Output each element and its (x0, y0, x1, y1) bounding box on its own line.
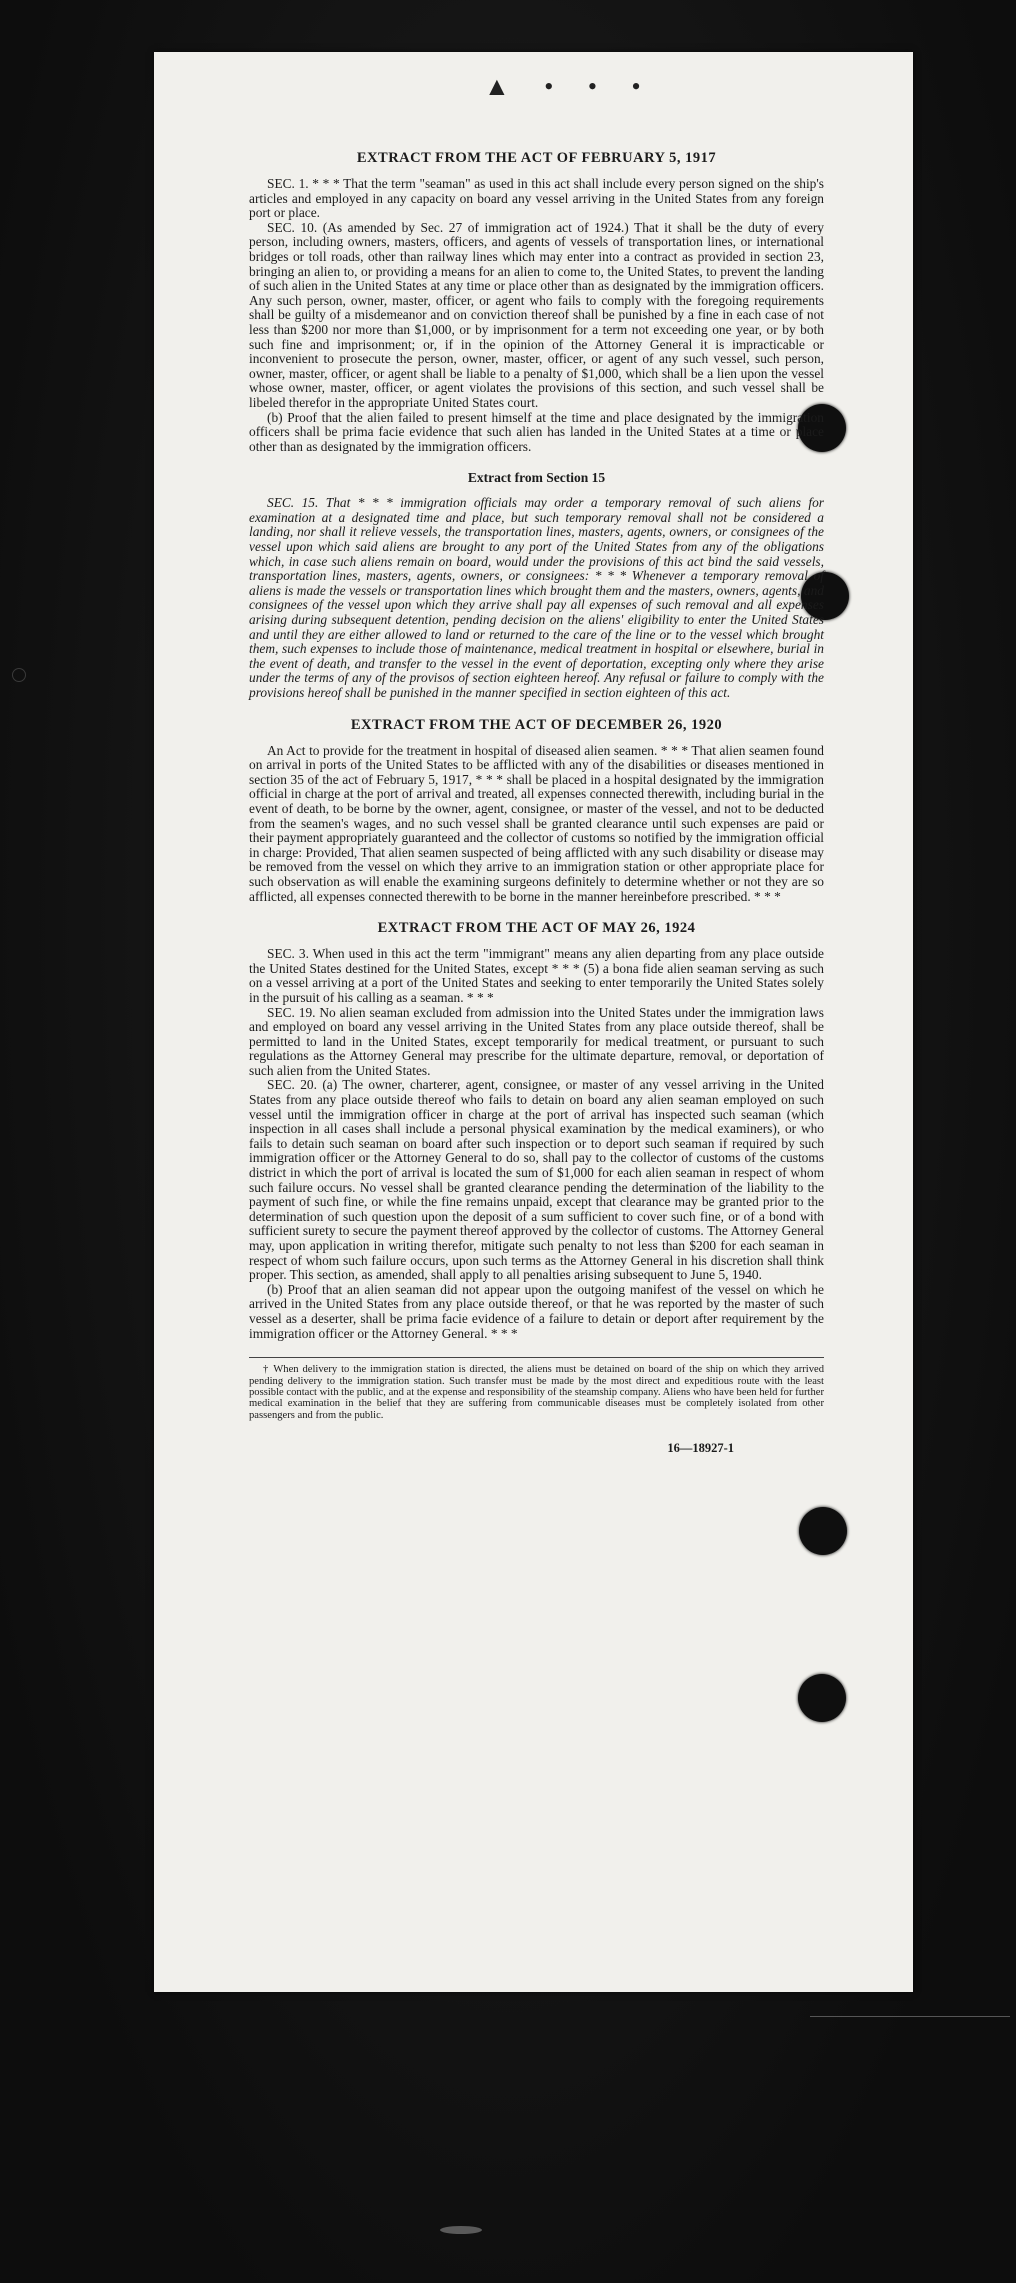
top-marks: ▲ • • • (484, 72, 655, 101)
document-body (249, 150, 824, 1456)
section-act-1917 (249, 150, 824, 454)
scan-speck (12, 668, 26, 682)
paragraph: SEC. 3. When used in this act the term "immigrant" means any alien departing from any place outside the United States destined for the United States, except * * * (5) a bona fide alien seaman serving as such on a vessel arriving at a port of the United States and seeking to enter temporarily the United States solely in the pursuit of his calling as a seaman. * * * (249, 946, 824, 1005)
paragraph: SEC. 15. That * * * immigration officials may order a temporary removal of such aliens for examination at a designated time and place, but such temporary removal shall not be considered a landing, nor shall it relieve vessels, the transportation lines, masters, agents, owners, or consignees of the vessel upon which said aliens are brought to any port of the United States from any of the obligations which, in case such aliens remain on board, would under the provisions of this act bind the said vessels, transportation lines, masters, agents, owners, or consignees: * * * Whenever a temporary removal of aliens is made the vessels or transportation lines which brought them and the masters, owners, agents, and consignees of the vessel upon which they arrive shall pay all expenses of such removal and all expenses arising during subsequent detention, pending decision on the aliens' eligibility to enter the United States and until they are either allowed to land or returned to the care of the line or to the vessel which brought them, such expenses to include those of maintenance, medical treatment in hospital or elsewhere, burial in the event of death, and transfer to the vessel in the event of deportation, excepting only where they arise under the terms of any of the provisos of section eighteen hereof. Any refusal or failure to comply with the provisions hereof shall be punished in the manner specified in section eighteen of this act. (249, 495, 824, 700)
paragraph: (b) Proof that the alien failed to present himself at the time and place designated by the immigration officers shall be prima facie evidence that such alien has landed in the United States at a time or place other than as designated by the immigration officers. (249, 409, 824, 454)
section-act-1920 (249, 717, 824, 905)
paragraph: SEC. 20. (a) The owner, charterer, agent, consignee, or master of any vessel arriving in the United States from any place outside thereof who fails to detain on board any alien seaman employed on such vessel until the immigration officer in charge at the port of arrival has inspected such seaman (which inspection in all cases shall include a personal physical examination by the medical examiners), or who fails to detain such seaman on board after such inspection or to deport such seaman if required by such immigration officer or the Attorney General to do so, shall pay to the collector of customs of the customs district in which the port of arrival is located the sum of $1,000 for each alien seaman in respect of whom such failure occurs. No vessel shall be granted clearance pending the determination of the liability to the payment of such fine, or while the fine remains unpaid, except that clearance may be granted prior to the determination of such question upon the deposit of a sum sufficient to cover such fine, or of a bond with sufficient surety to secure the payment thereof approved by the collector of customs. The Attorney General may, upon application in writing therefor, mitigate such penalty to not less than $200 for each seaman in respect of whom such failure occurs, upon such terms as the Attorney General in his discretion shall think proper. This section, as amended, shall apply to all penalties arising subsequent to June 5, 1940. (249, 1077, 824, 1283)
section-heading: Extract from Section 15 (467, 470, 606, 486)
section-act-1924 (249, 920, 824, 1341)
section-heading: EXTRACT FROM THE ACT OF MAY 26, 1924 (377, 920, 696, 937)
punch-hole-4 (798, 1674, 846, 1722)
document-page (154, 52, 913, 1992)
paragraph: SEC. 1. * * * That the term "seaman" as used in this act shall include every person signed on the ship's articles and employed in any capacity on board any vessel arriving in the United States from any foreign port or place. (249, 176, 824, 221)
section-extract-15 (249, 470, 824, 700)
punch-hole-3 (799, 1507, 847, 1555)
paragraph: SEC. 19. No alien seaman excluded from admission into the United States under the immigration laws and employed on board any vessel arriving in the United States from any place outside thereof, shall be permitted to land in the United States, except temporarily for medical treatment, or pursuant to such regulations as the Attorney General may prescribe for the ultimate departure, removal, or deportation of such alien from the United States. (249, 1004, 824, 1078)
section-heading: EXTRACT FROM THE ACT OF FEBRUARY 5, 1917 (356, 150, 717, 166)
scan-artifact-blob (440, 2226, 482, 2234)
footnote: † When delivery to the immigration station is directed, the aliens must be detained on board of the ship on which they arrived pending delivery to the immigration station. Such transfer must be made by the most direct and expeditious route with the least possible contact with the public, and at the expense and responsibility of the steamship company. Aliens who have been held for further medical examination in the belief that they are suffering from communicable diseases must be completely isolated from other passengers and from the public. (249, 1364, 824, 1421)
paragraph: An Act to provide for the treatment in hospital of diseased alien seamen. * * * That alien seamen found on arrival in ports of the United States to be afflicted with any of the disabilities or diseases mentioned in section 35 of the act of February 5, 1917, * * * shall be placed in a hospital designated by the immigration official in charge at the port of arrival and treated, all expenses connected therewith, including burial in the event of death, to be borne by the owner, agent, consignee, or master of the vessel, and not to be deducted from the seamen's wages, and no such vessel shall be granted clearance until such expenses are paid or their payment appropriately guaranteed and the collector of customs so notified by the immigration official in charge: Provided, That alien seamen suspected of being afflicted with any such disability or disease may be removed from the vessel on which they arrive to an immigration station or other appropriate place for such observation as will enable the examining surgeons definitely to determine whether or not they are so afflicted, all expenses connected therewith to be borne in the manner hereinbefore prescribed. * * * (249, 742, 824, 904)
paragraph: (b) Proof that an alien seaman did not appear upon the outgoing manifest of the vessel on which he arrived in the United States from any place outside thereof, or that he was reported by the master of such vessel as a deserter, shall be prima facie evidence of a failure to detain or deport after requirement by the immigration officer or the Attorney General. * * * (249, 1281, 824, 1341)
footnote-divider (249, 1357, 824, 1358)
section-heading: EXTRACT FROM THE ACT OF DECEMBER 26, 1920 (350, 716, 723, 733)
paragraph: SEC. 10. (As amended by Sec. 27 of immigration act of 1924.) That it shall be the duty of every person, including owners, masters, officers, and agents of vessels of transportation lines, or international bridges or toll roads, other than railway lines which may enter into a contract as provided in section 23, bringing an alien to, or providing a means for an alien to come to, the United States, to prevent the landing of such alien in the United States at any time or place other than as designated by the immigration officers. Any such person, owner, master, officer, or agent who fails to comply with the foregoing requirements shall be guilty of a misdemeanor and on conviction thereof shall be punished by a fine in each case of not less than $200 nor more than $1,000, or by imprisonment for a term not exceeding one year, or by both such fine and imprisonment; or, if in the opinion of the Attorney General it is impracticable or inconvenient to prosecute the person, owner, master, officer, or agent of any such vessel, such person, owner, master, officer, or agent shall be liable to a penalty of $1,000, which shall be a lien upon the vessel whose owner, master, officer, or agent violates the provisions of this section, and such vessel shall be libeled therefor in the appropriate United States court. (249, 219, 824, 410)
scan-artifact-line (810, 2016, 1010, 2017)
form-number: 16—18927-1 (667, 1441, 734, 1456)
